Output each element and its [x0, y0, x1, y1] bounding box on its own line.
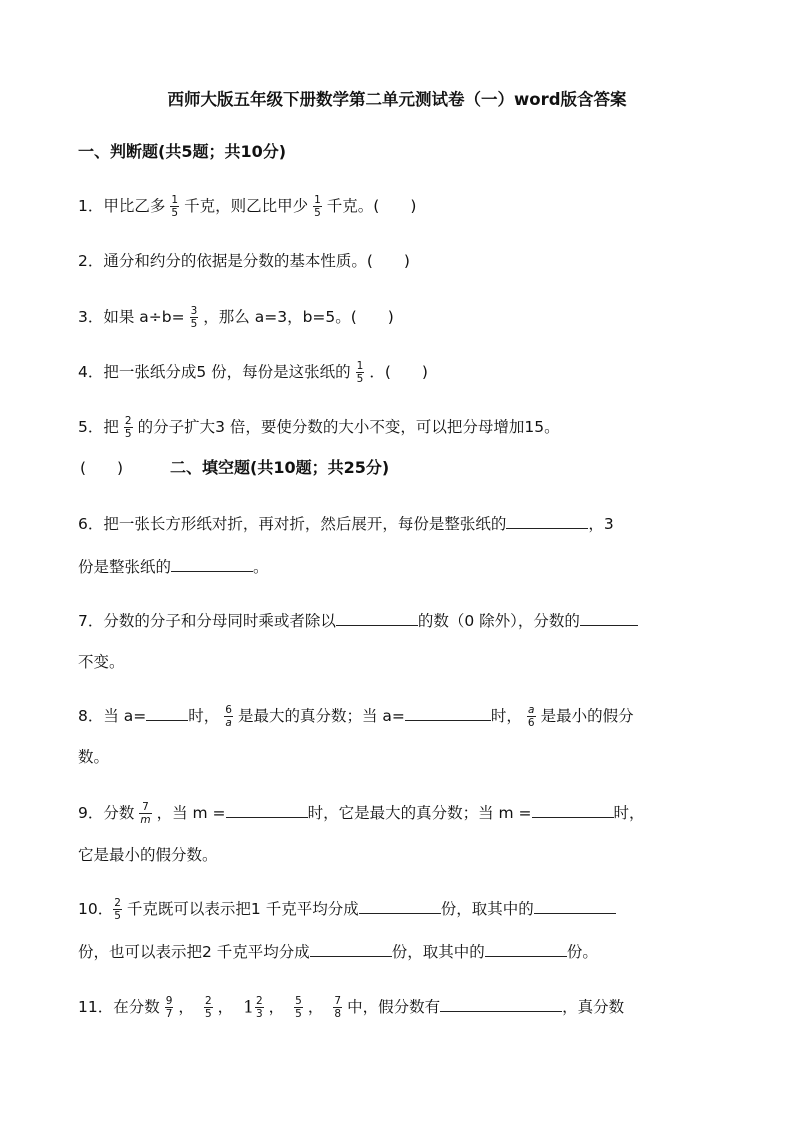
- fraction: $\frac{2}{5}$: [114, 897, 121, 922]
- section-heading-judgement: 一、判断题(共5题；共10分): [78, 142, 287, 161]
- answer-blank[interactable]: [359, 897, 441, 914]
- fraction: $\frac{1}{5}$: [356, 360, 364, 385]
- answer-blank[interactable]: [226, 801, 308, 818]
- fraction: $\frac{2}{5}$: [124, 415, 132, 440]
- question-6: [78, 512, 614, 535]
- q11-text-2: 中，假分数有: [347, 998, 441, 1016]
- question-7-cont: 不变。: [78, 653, 125, 671]
- fraction: $\frac{3}{5}$: [190, 305, 198, 330]
- answer-blank[interactable]: [485, 940, 567, 957]
- question-3: [78, 305, 394, 330]
- answer-blank[interactable]: [310, 940, 392, 957]
- fraction: $\frac{7}{m}$: [140, 801, 151, 826]
- question-9: [78, 801, 645, 826]
- answer-blank[interactable]: [506, 512, 588, 529]
- answer-blank[interactable]: [532, 801, 614, 818]
- q4-text-2: ．( ): [369, 363, 428, 381]
- q6-text-1: 6．把一张长方形纸对折，再对折，然后展开，每份是整张纸的: [78, 515, 507, 533]
- q5-text-1: 5．把: [78, 418, 119, 436]
- question-10: [78, 897, 616, 922]
- q10-text-2: 千克既可以表示把1 千克平均分成: [126, 900, 359, 918]
- q10-text-3: 份，取其中的: [440, 900, 534, 918]
- separator: ，: [178, 998, 194, 1016]
- fraction: $\frac{a}{6}$: [527, 704, 535, 729]
- separator: ，: [217, 998, 234, 1016]
- q4-text-1: 4．把一张纸分成5 份，每份是这张纸的: [78, 363, 351, 381]
- q3-text-2: ，那么 a=3，b=5。( ): [203, 308, 394, 326]
- question-9-cont: 它是最小的假分数。: [78, 846, 218, 864]
- question-4: [78, 360, 428, 385]
- q9-text-3: 时，它是最大的真分数；当 m =: [307, 804, 532, 822]
- fraction: $\frac{5}{5}$: [295, 995, 302, 1020]
- answer-blank[interactable]: [534, 897, 616, 914]
- separator: ，: [307, 998, 324, 1016]
- question-7: [78, 609, 638, 632]
- q10-text-4: 份，也可以表示把2 千克平均分成: [78, 943, 310, 961]
- answer-blank[interactable]: [405, 704, 491, 721]
- q7-text-1: 7．分数的分子和分母同时乘或者除以: [78, 612, 336, 630]
- separator: ，: [268, 998, 285, 1016]
- q8-text-3: 是最大的真分数；当 a=: [237, 707, 405, 725]
- fraction: $\frac{6}{a}$: [225, 704, 232, 729]
- q6-text-2: ，3: [588, 515, 614, 533]
- fraction: $\frac{1}{5}$: [171, 194, 179, 219]
- q10-text-6: 份。: [566, 943, 598, 961]
- fraction: $\frac{7}{8}$: [334, 995, 342, 1020]
- question-8-cont: 数。: [78, 748, 110, 766]
- q1-text-1: 1．甲比乙多: [78, 197, 166, 215]
- page-title: 西师大版五年级下册数学第二单元测试卷（一）word版含答案: [167, 90, 627, 109]
- q8-text-4: 时，: [490, 707, 522, 725]
- q1-text-2: 千克，则乙比甲少: [184, 197, 309, 215]
- q1-text-3: 千克。( ): [326, 197, 417, 215]
- q5-text-2: 的分子扩大3 倍，要使分数的大小不变，可以把分母增加15。: [137, 418, 560, 436]
- question-8: [78, 704, 634, 729]
- question-6-cont: [78, 555, 269, 578]
- mixed-number: 1 $\frac{2}{3}$: [243, 995, 263, 1020]
- q9-text-4: 时，: [613, 804, 645, 822]
- question-11: [78, 995, 624, 1020]
- q10-text-1: 10．: [78, 900, 114, 918]
- q11-text-3: ，真分数: [562, 998, 625, 1016]
- fraction: $\frac{1}{5}$: [314, 194, 321, 219]
- answer-blank[interactable]: [336, 609, 418, 626]
- q7-text-2: 的数（0 除外），分数的: [417, 612, 580, 630]
- q3-text-1: 3．如果 a÷b=: [78, 308, 185, 326]
- q9-text-1: 9．分数: [78, 804, 135, 822]
- question-5: [78, 415, 560, 440]
- q6-text-3: 份是整张纸的: [78, 558, 172, 576]
- q9-text-2: ，当 m =: [156, 804, 226, 822]
- q8-text-2: 时，: [188, 707, 220, 725]
- q8-text-1: 8．当 a=: [78, 707, 147, 725]
- question-2: 2．通分和约分的依据是分数的基本性质。( ): [78, 252, 410, 270]
- answer-blank[interactable]: [440, 995, 562, 1012]
- answer-blank[interactable]: [146, 704, 188, 721]
- q8-text-5: 是最小的假分: [540, 707, 634, 725]
- fraction: $\frac{9}{7}$: [165, 995, 173, 1020]
- q6-text-4: 。: [253, 558, 269, 576]
- q10-text-5: 份，取其中的: [391, 943, 485, 961]
- answer-blank[interactable]: [580, 609, 638, 626]
- question-10-cont: [78, 940, 598, 963]
- answer-blank[interactable]: [171, 555, 253, 572]
- q5-answer-paren: ( ): [80, 459, 124, 477]
- question-1: [78, 194, 416, 219]
- q11-text-1: 11．在分数: [78, 998, 160, 1016]
- fraction: $\frac{2}{5}$: [204, 995, 212, 1020]
- section-heading-fill-blank: 二、填空题(共10题；共25分): [170, 458, 390, 477]
